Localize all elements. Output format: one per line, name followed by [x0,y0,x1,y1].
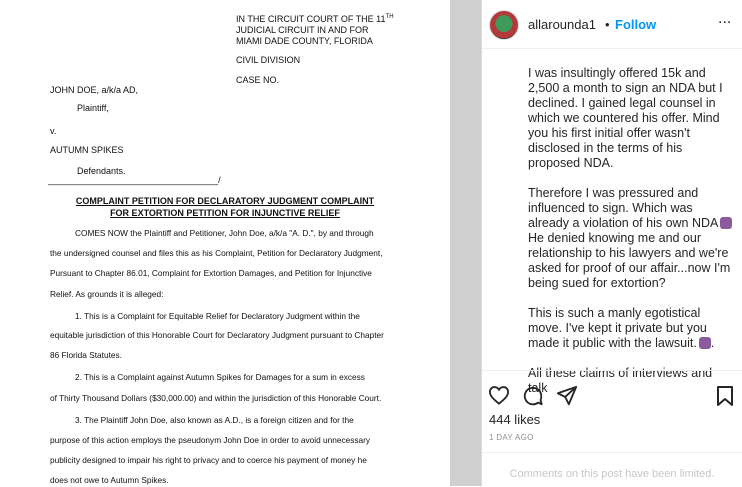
plaintiff-role: Plaintiff, [77,103,109,113]
likes-count[interactable]: 444 likes [489,412,541,427]
body-line: publicity designed to impair his right to privacy and to coerce his payment of money he [50,455,367,465]
caption-paragraph: This is such a manly egotistical move. I've kept it private but you made it public with the lawsuit. . [528,306,715,350]
body-line: 3. The Plaintiff John Doe, also known as A.D., is a foreign citizen and for the [75,415,354,425]
post-panel [481,0,741,486]
heart-icon[interactable] [488,385,510,405]
body-line: the undersigned counsel and files this as his Complaint, Petition for Declaratory Judgment, [50,248,383,258]
username-link[interactable]: allarounda1 [528,17,596,32]
caption-paragraph: I was insultingly offered 15k and 2,500 a month to sign an NDA but I declined. I gained legal counsel in which we countered his offer. Mind you his first initial offer wasn't disclosed in the terms of his proposed NDA. [528,66,723,170]
defendant-role: Defendants. [77,166,126,176]
bookmark-icon[interactable] [716,385,734,407]
versus: v. [50,126,57,136]
share-icon[interactable] [556,385,578,407]
body-line: 2. This is a Complaint against Autumn Spikes for Damages for a sum in excess [75,372,365,382]
signature-line: __________________________________/ [48,175,221,185]
court-heading: IN THE CIRCUIT COURT OF THE 11TH JUDICIAL CIRCUIT IN AND FOR MIAMI DADE COUNTY, FLORIDA [236,14,394,46]
person-facepalm-emoji-icon [699,337,711,349]
comment-icon[interactable] [522,385,544,407]
follow-button[interactable]: Follow [615,17,657,32]
body-line: Relief. As grounds it is alleged: [50,289,164,299]
post-header [482,0,742,49]
plaintiff-name: JOHN DOE, a/k/a AD, [50,85,139,95]
case-number: CASE NO. [236,75,280,85]
body-line: purpose of this action employs the pseudonym John Doe in order to avoid unnecessary [50,435,371,445]
body-line: Pursuant to Chapter 86.01, Complaint for Extortion Damages, and Petition for Injunctive [50,268,372,278]
body-line: of Thirty Thousand Dollars ($30,000.00) and within the jurisdiction of this Honorable Court. [50,393,382,403]
avatar[interactable] [489,10,519,40]
body-line: does not owe to Autumn Spikes. [50,475,169,485]
person-facepalm-emoji-icon [720,217,732,229]
body-line: 1. This is a Complaint for Equitable Relief for Declaratory Judgment within the [75,311,360,321]
caption-paragraph: Therefore I was pressured and influenced to sign. Which was already a violation of his own NDA He denied knowing me and our relationship to his lawyers and we're asked for proof of our affair...now I'm being sued for extortion? [528,186,734,291]
division-label: CIVIL DIVISION [236,55,301,65]
body-line: 86 Florida Statutes. [50,350,122,360]
caption-paragraph: All these claims of interviews and talk [528,366,713,395]
action-bar [482,370,742,401]
image-divider [450,0,481,486]
post-timestamp[interactable]: 1 DAY AGO [489,433,534,442]
complaint-title-line-1: COMPLAINT PETITION FOR DECLARATORY JUDGMENT COMPLAINT [75,196,375,206]
defendant-name: AUTUMN SPIKES [50,145,124,155]
more-icon[interactable]: ... [718,10,732,27]
comments-limited-notice: Comments on this post have been limited. [509,468,715,480]
complaint-title-line-2: FOR EXTORTION PETITION FOR INJUNCTIVE RELIEF [110,208,340,218]
body-line: COMES NOW the Plaintiff and Petitioner, John Doe, a/k/a "A. D.", by and through [75,228,374,238]
post-caption [528,66,734,395]
separator-dot: • [605,17,610,32]
body-line: equitable jurisdiction of this Honorable Court for Declaratory Judgment pursuant to Chapter [50,330,384,340]
